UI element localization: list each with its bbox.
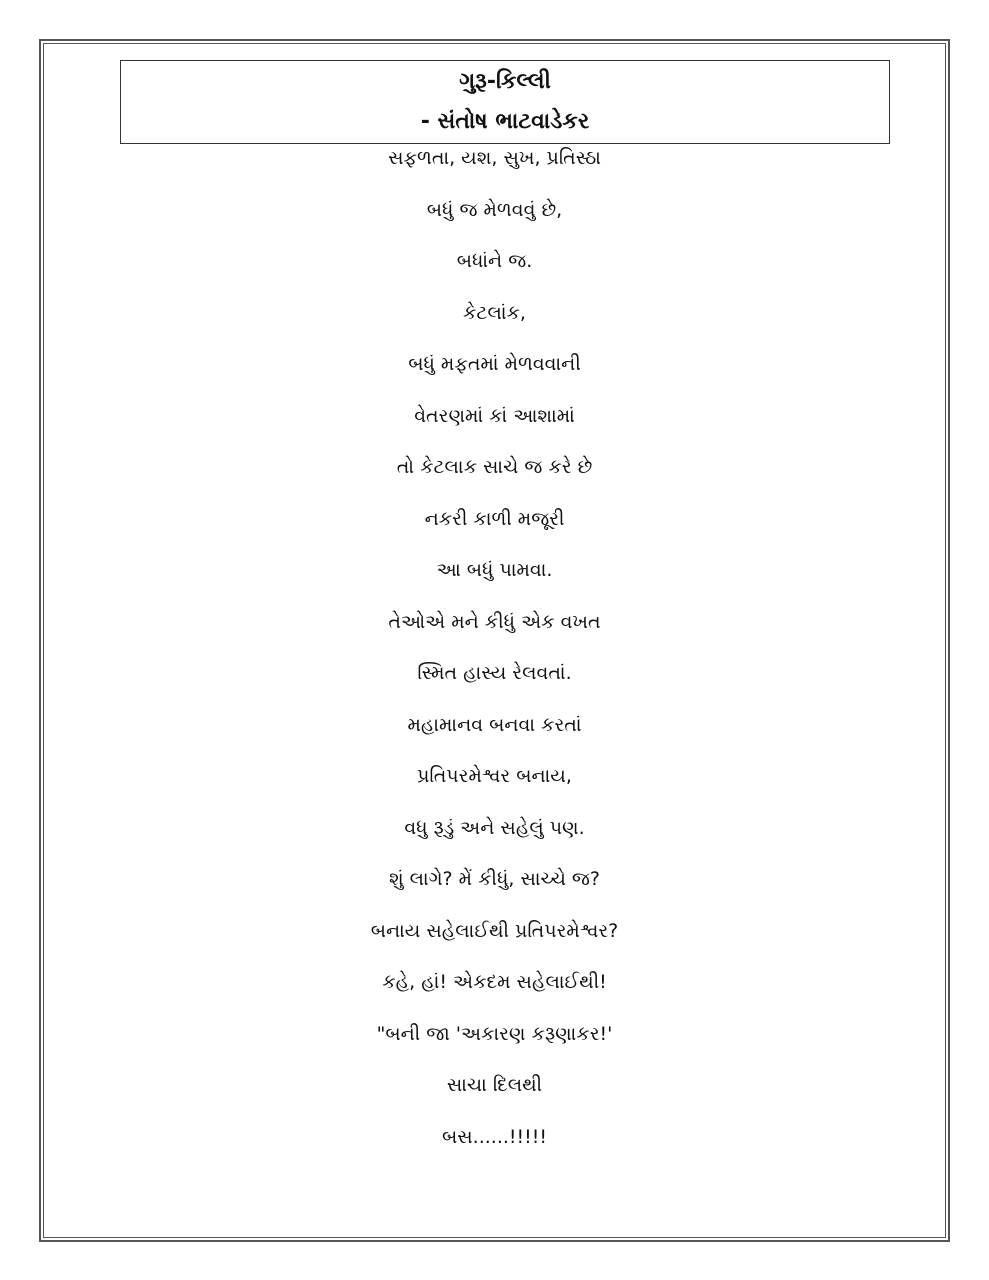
poem-line: સાચા દિલથી (446, 1074, 543, 1096)
poem-line: શું લાગે? મેં કીધું, સાચ્ચે જ? (388, 868, 600, 890)
poem-line: આ બધું પામવા. (436, 559, 553, 581)
poem-line: તો કેટલાક સાચે જ કરે છે (396, 456, 593, 478)
poem-author: - સંતોષ ભાટવાડેકર (420, 109, 590, 134)
poem-title: ગુરૂ-કિલ્લી (459, 69, 551, 94)
poem-line: સફળતા, યશ, સુખ, પ્રતિસ્ઠા (388, 147, 601, 169)
poem-line: વેતરણમાં કાં આશામાં (414, 404, 575, 427)
poem-line: મહામાનવ બનવા કરતાં (407, 713, 582, 736)
poem-line: તેઓએ મને કીધું એક વખત (388, 610, 601, 633)
poem-line: પ્રતિપરમેશ્વર બનાય, (417, 765, 572, 787)
poem-line: કહે, હાં! એકદમ સહેલાઈથી! (382, 971, 607, 993)
page-border-inner (43, 43, 946, 1238)
poem-body (44, 146, 945, 1176)
poem-line: બસ......!!!!! (442, 1125, 547, 1148)
page-border (39, 39, 950, 1242)
poem-line: વધુ રૂડું અને સહેલું પણ. (404, 816, 585, 839)
poem-line: કેટલાંક, (463, 301, 526, 324)
poem-line: બધાંને જ. (456, 250, 533, 272)
poem-line: "બની જા 'અકારણ કરૂણાકર!' (376, 1022, 613, 1045)
poem-line: સ્મિત હાસ્ય રેલવતાં. (417, 662, 572, 684)
poem-line: નકરી કાળી મજૂરી (424, 507, 565, 530)
poem-line: બનાય સહેલાઈથી પ્રતિપરમેશ્વર? (370, 919, 619, 942)
title-box (120, 60, 890, 144)
poem-line: બધું મફતમાં મેળવવાની (408, 353, 581, 375)
poem-line: બધું જ મેળવવું છે, (426, 198, 563, 221)
